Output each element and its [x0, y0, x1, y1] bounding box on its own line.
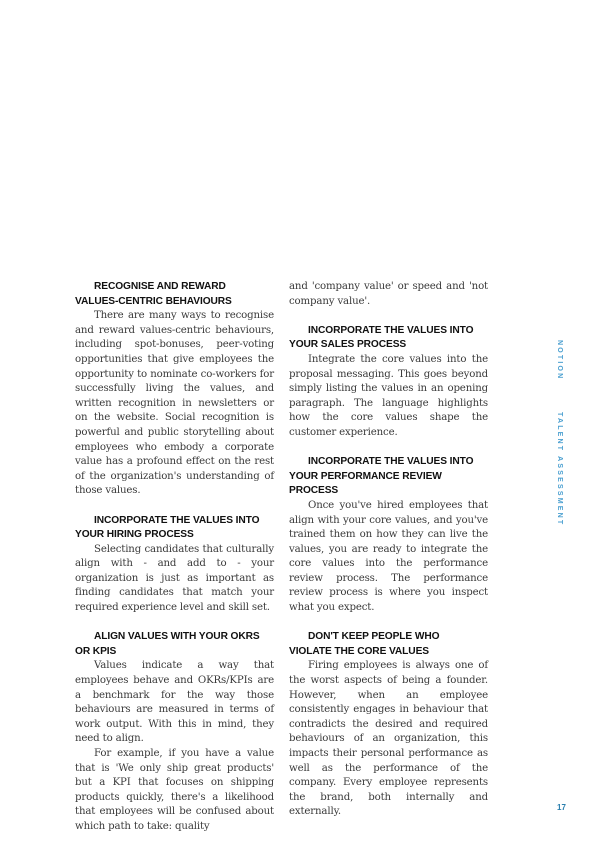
heading-line: OR KPIS — [75, 645, 117, 657]
section-heading — [289, 630, 488, 659]
section-sales-process — [289, 324, 488, 441]
body-paragraph: Values indicate a way that employees behave and OKRs/KPIs are a benchmark for the way those behaviours are measured in terms of work output. With this in mind, they need to align. — [75, 660, 274, 745]
heading-line: ALIGN VALUES WITH YOUR OKRS — [94, 631, 260, 643]
section-hiring-process — [75, 514, 274, 616]
body-paragraph: For example, if you have a value that is 'We only ship great products' but a KPI that focuses on shipping products quickly, there's a likelihood that employees will be confused about which path to take: quality — [75, 748, 274, 832]
side-label-brand: NOTION — [556, 340, 563, 381]
heading-line: PROCESS — [289, 485, 339, 497]
body-paragraph: Integrate the core values into the proposal messaging. This goes beyond simply listing the values in an opening paragraph. The language highlights how the core values shape the customer experience. — [289, 353, 488, 438]
body-paragraph: Once you've hired employees that align with your core values, and you've trained them on how they can live the values, you are ready to integrate the core values into the performance review process. The performance review process is where you inspect what you expect. — [289, 499, 488, 614]
side-label-section: TALENT ASSESSMENT — [556, 412, 563, 527]
section-recognise-reward — [75, 280, 274, 499]
body-paragraph: There are many ways to recognise and reward values-centric behaviours, including spot-bonuses, peer-voting opportunities that give employees the opportunity to nominate co-workers for successfully living the values, and written recognition in newsletters or on the website. Social recognition is powerful and public storytelling about employees who embody a corporate value has a profound effect on the rest of the organization's understanding of those values. — [75, 310, 274, 497]
heading-line: VALUES-CENTRIC BEHAVIOURS — [75, 295, 232, 307]
section-heading — [289, 324, 488, 353]
section-heading — [289, 455, 488, 499]
page-number: 17 — [557, 803, 566, 812]
heading-line: YOUR PERFORMANCE REVIEW — [289, 470, 442, 482]
heading-line: YOUR SALES PROCESS — [289, 339, 407, 351]
heading-line: YOUR HIRING PROCESS — [75, 529, 194, 541]
heading-line: VIOLATE THE CORE VALUES — [289, 645, 429, 657]
section-core-values-violation — [289, 630, 488, 820]
section-heading — [75, 514, 274, 543]
body-paragraph: Selecting candidates that culturally align with - and add to - your organization is just as important as finding candidates that match your required experience level and skill set. — [75, 543, 274, 614]
section-okrs-kpis — [75, 630, 274, 834]
section-performance-review — [289, 455, 488, 616]
section-heading — [75, 280, 274, 309]
left-column — [75, 280, 274, 835]
heading-line: INCORPORATE THE VALUES INTO — [308, 324, 474, 336]
body-paragraph: Firing employees is always one of the worst aspects of being a founder. However, when an employee consistently engages in behaviour that contradicts the desired and required behaviours of an organization, this impacts their personal performance as well as the performance of the company. Every employee represents the brand, both internally and externally. — [289, 660, 488, 818]
heading-line: INCORPORATE THE VALUES INTO — [308, 456, 474, 468]
heading-line: INCORPORATE THE VALUES INTO — [94, 514, 260, 526]
section-heading — [75, 630, 274, 659]
continuation-paragraph: and 'company value' or speed and 'not company value'. — [289, 281, 488, 307]
heading-line: DON'T KEEP PEOPLE WHO — [308, 631, 440, 643]
heading-line: RECOGNISE AND REWARD — [94, 281, 226, 292]
right-column — [289, 280, 488, 820]
